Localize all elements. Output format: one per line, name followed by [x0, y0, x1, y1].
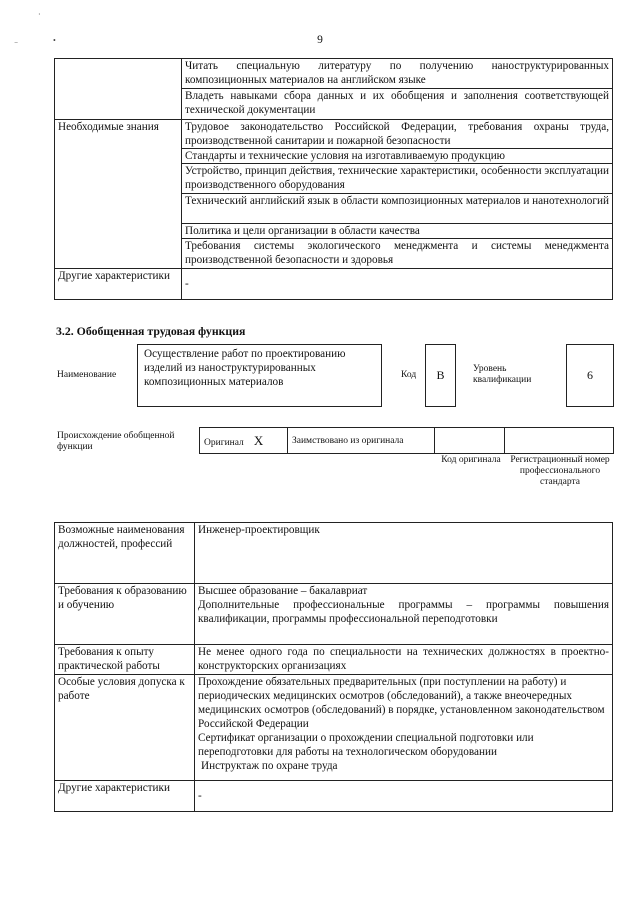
code-value: B: [425, 344, 456, 407]
scan-speck: •: [53, 36, 56, 45]
row-label: Требования к образованию и обучению: [55, 584, 195, 645]
level-value: 6: [566, 344, 614, 407]
table-row: [55, 781, 613, 812]
row-value: Трудовое законодательство Российской Федерации, требования охраны труда, производственной санитарии и пожарной безопасности: [182, 120, 613, 149]
table-row: [55, 59, 613, 89]
row-value: Стандарты и технические условия на изготавливаемую продукцию: [182, 149, 613, 164]
name-label: Наименование: [57, 370, 117, 380]
table-row: [55, 269, 613, 300]
row-line: -: [198, 790, 202, 802]
row-value: [195, 584, 613, 645]
row-label: Особые условия допуска к работе: [55, 675, 195, 781]
row-line: Инженер-проектировщик: [198, 524, 320, 536]
bottom-table: [54, 522, 613, 812]
row-value: [195, 781, 613, 812]
row-label-other: Другие характеристики: [55, 269, 182, 300]
reg-number-cell: [505, 428, 614, 454]
row-value: [195, 523, 613, 584]
row-line: Сертификат организации о прохождении специальной подготовки или переподготовки для работы на технологическом оборудовании: [198, 732, 534, 758]
row-label: Другие характеристики: [55, 781, 195, 812]
code-original-label: Код оригинала: [441, 455, 501, 465]
code-original-cell: [435, 428, 505, 454]
table-row: [55, 584, 613, 645]
row-value: Читать специальную литературу по получению наноструктурированных композиционных материалов на английском языке: [182, 59, 613, 89]
scan-speck: ⁻: [14, 40, 19, 49]
table-row: [55, 523, 613, 584]
reg-number-label: Регистрационный номер профессионального стандарта: [510, 455, 610, 487]
row-value: Технический английский язык в области композиционных материалов и нанотехнологий: [182, 194, 613, 224]
row-label-knowledge: Необходимые знания: [55, 120, 182, 269]
row-line: Прохождение обязательных предварительных (при поступлении на работу) и периодических медицинских осмотров (обследований), а также внеочередных медицинских осмотров (обследований) в порядке, установленном законодательством Российской Федерации: [198, 676, 605, 730]
original-mark: X: [253, 432, 264, 448]
original-label: Оригинал: [204, 437, 244, 448]
row-value: Владеть навыками сбора данных и их обобщения и заполнения соответствующей технической документации: [182, 89, 613, 120]
row-line: Не менее одного года по специальности на технических должностях в проектно-конструкторских организациях: [198, 646, 609, 672]
original-cell: [200, 428, 288, 454]
row-value: [195, 675, 613, 781]
table-row: [55, 645, 613, 675]
table-row: [200, 428, 614, 454]
origin-table: [199, 427, 614, 454]
row-line: Высшее образование – бакалавриат: [198, 585, 368, 597]
borrowed-label: Заимствовано из оригинала: [288, 428, 435, 454]
row-value: Требования системы экологического менеджмента и системы менеджмента производственной безопасности и здоровья: [182, 239, 613, 269]
table-row: [55, 675, 613, 781]
row-label: Требования к опыту практической работы: [55, 645, 195, 675]
row-line: Инструктаж по охране труда: [201, 760, 338, 772]
level-label: Уровень квалификации: [473, 364, 532, 385]
table-row: [55, 120, 613, 149]
row-line: Дополнительные профессиональные программы – программы повышения квалификации, программы профессиональной переподготовки: [198, 599, 609, 625]
section-title: 3.2. Обобщенная трудовая функция: [56, 324, 246, 338]
top-table: [54, 58, 613, 300]
row-label: Возможные наименования должностей, профессий: [55, 523, 195, 584]
row-label: [55, 59, 182, 120]
row-value: Устройство, принцип действия, технические характеристики, особенности эксплуатации производственного оборудования: [182, 164, 613, 194]
page-number: 9: [317, 34, 323, 46]
row-value: -: [182, 269, 613, 300]
scan-speck: ·: [38, 10, 41, 19]
origin-label: Происхождение обобщенной функции: [57, 431, 175, 452]
code-label: Код: [401, 370, 417, 380]
row-value: Политика и цели организации в области качества: [182, 224, 613, 239]
function-name-box: Осуществление работ по проектированию изделий из наноструктурированных композиционных материалов: [137, 344, 382, 407]
row-value: [195, 645, 613, 675]
